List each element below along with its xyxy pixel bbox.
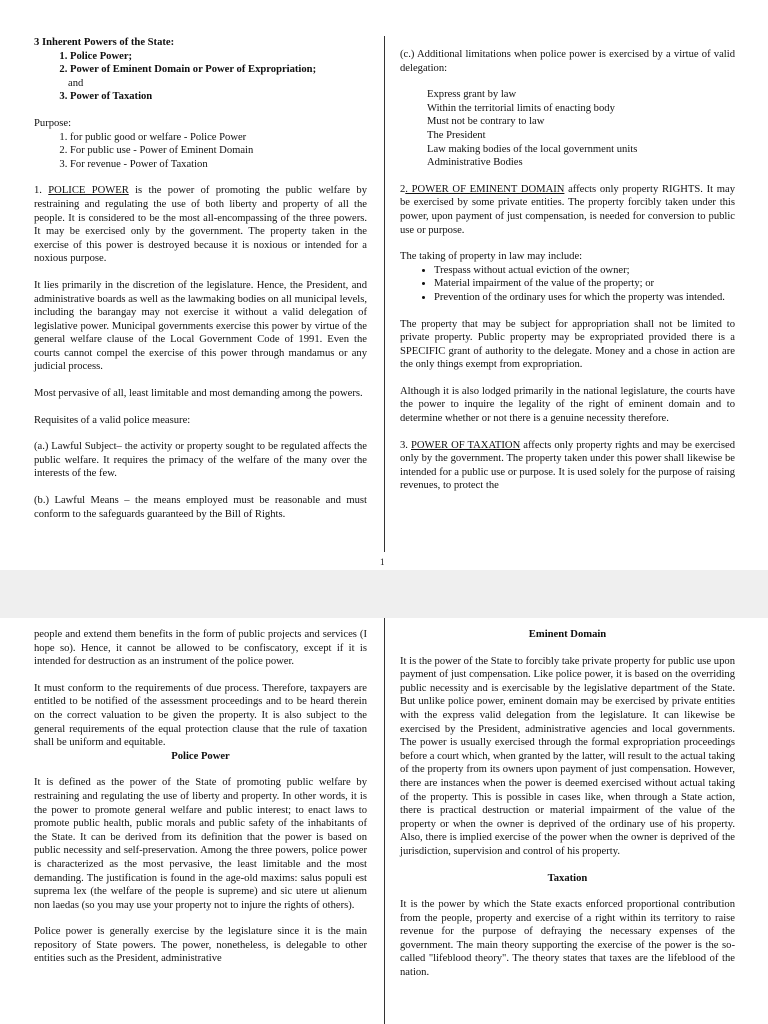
purpose-item: 2. For public use - Power of Eminent Domain (70, 144, 367, 158)
taxation-paragraph: 3. POWER OF TAXATION affects only property rights and may be exercised only by the government. The property taken under this power shall likewise be intended for a public use or purpose. It is used solely for the purpose of raising revenues, to protect the (400, 439, 735, 492)
paragraph: (b.) Lawful Means – the means employed must be reasonable and must conform to the safeguards guaranteed by the Bill of Rights. (34, 495, 367, 520)
limitation-item: Within the territorial limits of enacting body (427, 102, 615, 114)
powers-list-cont (34, 90, 367, 104)
taxation-title: Taxation (547, 872, 588, 884)
page2-left-column (34, 628, 367, 966)
taking-item: • Prevention of the ordinary uses for which the property was intended. (434, 291, 735, 305)
paragraph: It must conform to the requirements of due process. Therefore, taxpayers are entitled to be notified of the assessment proceedings and to be heard therein on the correct valuation to be given the property. It is also subject to the general requirements of the equal protection clause that the rule of taxation shall be uniform and equitable. (34, 682, 367, 749)
page2-right-column (400, 628, 735, 980)
limitation-item: The President (427, 129, 486, 141)
paragraph: It is defined as the power of the State of promoting public welfare by restraining and regulating the use of liberty and property. In other words, it is the power to promote general welfare and public interest; to enact laws to promote public health, public morals and public safety of the inhabitants of the State. It can be derived from its definition that the power is based on public necessity and self-preservation. Among the three powers, police power is characterized as the most pervasive, the least limitable and the most demanding. The justification is found in the age-old maxims: salus populi est suprema lex (the welfare of the people is supreme) and sic utere ut alienum non laedas (so you may use your property not to injure the rights of others). (34, 777, 367, 911)
eminent-domain-title: Eminent Domain (528, 629, 607, 640)
paragraph: Police power is generally exercise by the legislature since it is the main repository of State powers. The power, nonetheless, is delegable to other entities such as the President, administrative (34, 926, 367, 965)
limitations-list (427, 88, 735, 170)
paragraph: It is the power by which the State exacts enforced proportional contribution from the people, property and exercise of a right within its territory to raise revenue for the purpose of defraying the necessary expenses of the government. The main theory supporting the exercise of the power is the so-called "lifeblood theory". The theory states that taxes are the lifeblood of the nation. (400, 899, 735, 979)
taxation-term: POWER OF TAXATION (411, 439, 521, 451)
limitation-item: Administrative Bodies (427, 157, 523, 169)
document-page-2 (0, 618, 768, 1024)
paragraph: Although it is also lodged primarily in the national legislature, the courts have the power to inquire the legality of the right of eminent domain and to determine whether or not there is a genuine necessity therefore. (400, 385, 735, 425)
police-power-title: Police Power (171, 750, 230, 762)
paragraph: The property that may be subject for appropriation shall not be limited to private property. Public property may be expropriated provided there is a SPECIFIC grant of authority to the delegate. Money and a chose in action are the only things exempt from expropriation. (400, 318, 735, 371)
paragraph: It is the power of the State to forcibly take private property for public use upon payment of just compensation. Like police power, it is based on the overriding public necessity and is exercisable by the legislative department of the State. But unlike police power, eminent domain may be exercised by private entities with the express valid delegation from the legislature. It can likewise be exercised by the President, administrative agencies and local governments. The power is usually exercised through the formal expropriation proceedings before a court which, when granted by the latter, will result to the actual taking of the property from its owners upon payment of just compensation. However, there are instances when the power is deemed exercised without actual taking of the property. This is possible in cases like, when through a State action, there is practical destruction or material impairment of the value of the property or when the owner is deprived of the ordinary use of his property. Also, there is implied exercise of the power when the owner is deprived of the jurisdiction, supervision and control of his property. (400, 655, 735, 857)
column-divider (384, 618, 385, 1024)
power-item: 2. Power of Eminent Domain or Power of Expropriation; (70, 63, 367, 77)
power-item: 3. Power of Taxation (70, 90, 367, 104)
eminent-domain-paragraph: 2. POWER OF EMINENT DOMAIN affects only property RIGHTS. It may be exercised by some private entities. The property forcibly taken under this power, upon payment of just compensation, is needed for conversion to public use or purpose. (400, 183, 735, 236)
taking-item: • Material impairment of the value of the property; or (434, 277, 735, 291)
page1-left-column (34, 36, 367, 521)
purpose-label: Purpose: (34, 117, 72, 129)
police-power-term: POLICE POWER (48, 185, 129, 197)
taking-label: The taking of property in law may include: (400, 251, 583, 263)
police-power-paragraph: 1. POLICE POWER is the power of promoting the public welfare by restraining and regulating the use of both liberty and property of all the people. It is considered to be the most all-encompassing of the three powers. It may be exercised only by the government. The property taken in the exercise of this power is destroyed because it is noxious or intended for a noxious purpose. (34, 185, 367, 265)
eminent-domain-term: . POWER OF EMINENT DOMAIN (405, 183, 565, 195)
paragraph: people and extend them benefits in the form of public projects and services (I hope so). Hence, it cannot be allowed to be confiscatory, except if it is intended for destruction as an instrument of the police power. (34, 629, 367, 668)
limitation-item: Law making bodies of the local government units (427, 143, 638, 155)
taking-item: • Trespass without actual eviction of the owner; (434, 264, 735, 278)
taking-list (400, 264, 735, 305)
paragraph: (a.) Lawful Subject– the activity or property sought to be regulated affects the public welfare. It requires the primacy of the welfare of the many over the interests of the few. (34, 441, 367, 480)
purpose-list (34, 131, 367, 172)
paragraph: Requisites of a valid police measure: (34, 414, 191, 426)
purpose-item: 1. for public good or welfare - Police Power (70, 131, 367, 145)
page-gap (0, 570, 768, 618)
page1-right-column (400, 48, 735, 493)
column-divider (384, 36, 385, 552)
powers-list (34, 50, 367, 77)
paragraph: (c.) Additional limitations when police power is exercised by a virtue of valid delegation: (400, 49, 735, 74)
paragraph: Most pervasive of all, least limitable and most demanding among the powers. (34, 388, 363, 400)
limitation-item: Must not be contrary to law (427, 116, 545, 128)
power-item: 1. Police Power; (70, 50, 367, 64)
limitation-item: Express grant by law (427, 89, 517, 101)
page-number: 1 (380, 557, 385, 567)
paragraph: It lies primarily in the discretion of the legislature. Hence, the President, and administrative boards as well as the lawmaking bodies on all municipal levels, including the barangay may not exercise it without a valid delegation of legislative power. Municipal governments exercise this power by virtue of the general welfare clause of the Local Government Code of 1991. Even the courts cannot compel the exercise of this power through mandamus or any judicial process. (34, 279, 367, 373)
powers-and: and (68, 77, 84, 89)
section-heading: 3 Inherent Powers of the State: (34, 37, 175, 48)
purpose-item: 3. For revenue - Power of Taxation (70, 158, 367, 172)
